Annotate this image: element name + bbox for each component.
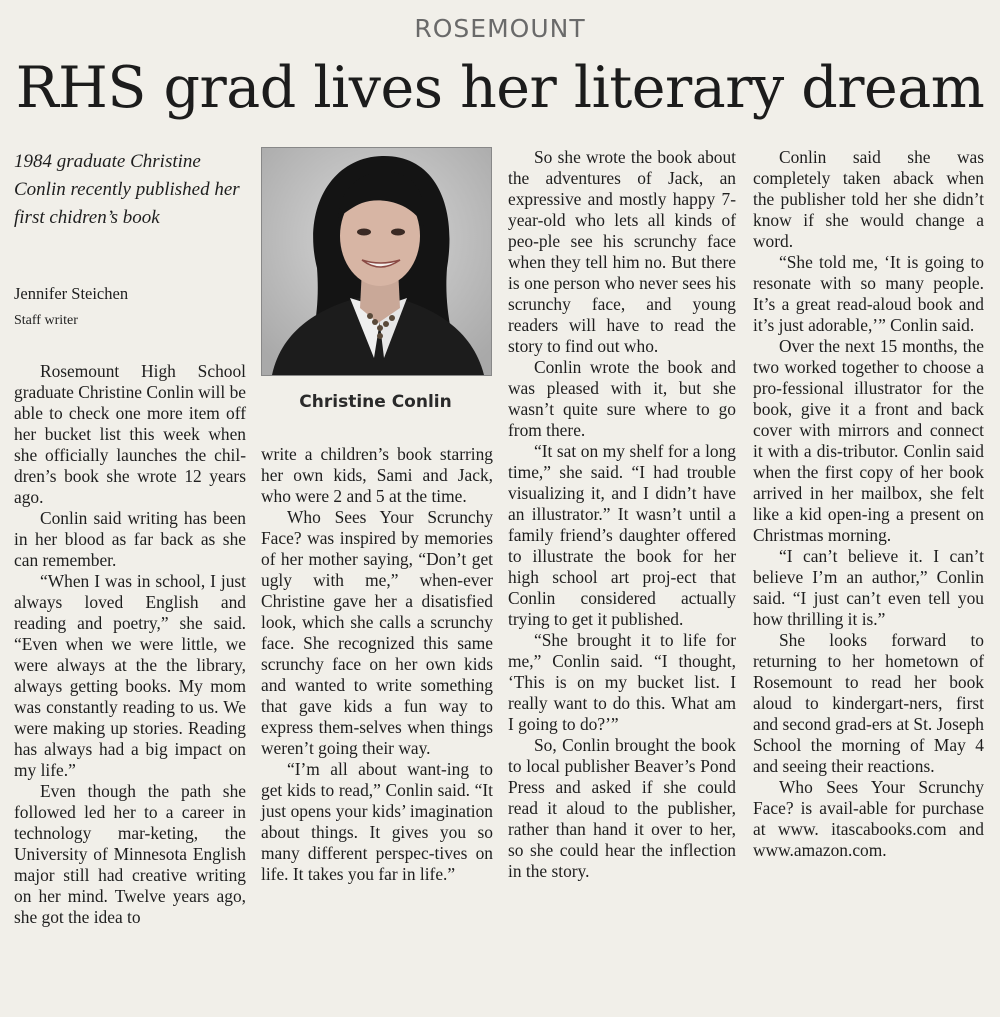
paragraph: Rosemount High School graduate Christine Conlin will be able to check one more item off her bucket list this week when she officially launches the chil-dren’s book she wrote 12 years ago. <box>14 361 246 507</box>
paragraph: Conlin wrote the book and was pleased with it, but she wasn’t quite sure where to go from there. <box>508 357 736 440</box>
paragraph: Who Sees Your Scrunchy Face? is avail-able for purchase at www. itascabooks.com and www.amazon.com. <box>753 777 984 860</box>
paragraph: So she wrote the book about the adventures of Jack, an expressive and mostly happy 7-year-old who lets all kinds of peo-ple see his scrunchy face when they tell him no. But there is one person who never sees his scrunchy face, and young readers will have to read the story to find out who. <box>508 147 736 356</box>
byline-author: Jennifer Steichen <box>14 284 129 303</box>
paragraph: Over the next 15 months, the two worked together to choose a pro-fessional illustrator for the book, give it a front and back cover with mirrors and connect it with a dis-tributor. Conlin said when the first copy of her book arrived in her mailbox, she felt like a kid open-ing a present on Christmas morning. <box>753 336 984 545</box>
paragraph: “When I was in school, I just always loved English and reading and poetry,” she said. “Even when we were little, we were always at the the library, always getting books. My mom was constantly reading to us. We were making up stories. Reading has always had a big impact on my life.” <box>14 571 246 780</box>
paragraph: “I can’t believe it. I can’t believe I’m an author,” Conlin said. “I just can’t even tell you how thrilling it is.” <box>753 546 984 629</box>
paragraph: Conlin said writing has been in her blood as far back as she can remember. <box>14 508 246 570</box>
paragraph: “She told me, ‘It is going to resonate with so many people. It’s a great read-aloud book and it’s just adorable,’” Conlin said. <box>753 252 984 335</box>
article-column-3 <box>508 147 736 882</box>
paragraph: Even though the path she followed led her to a career in technology mar-keting, the University of Minnesota English major still had creative writing on her mind. Twelve years ago, she got the idea to <box>14 781 246 927</box>
article-column-4 <box>753 147 984 861</box>
portrait-photo <box>261 147 492 376</box>
paragraph: “I’m all about want-ing to get kids to read,” Conlin said. “It just opens your kids’ imagination about things. It gives you so many different perspec-tives on life. It takes you far in life.” <box>261 759 493 884</box>
paragraph: So, Conlin brought the book to local publisher Beaver’s Pond Press and asked if she could read it aloud to the publisher, rather than hand it over to her, so she could hear the inflection in the story. <box>508 735 736 881</box>
article-column-2 <box>261 444 493 885</box>
article-column-1 <box>14 361 246 928</box>
paragraph: She looks forward to returning to her hometown of Rosemount to read her book aloud to kindergart-ners, first and second grad-ers at St. Joseph School the morning of May 4 and seeing their reactions. <box>753 630 984 776</box>
paragraph: Who Sees Your Scrunchy Face? was inspired by memories of her mother saying, “Don’t get ugly with me,” when-ever Christine gave her a disatisfied look, which she calls a scrunchy face. She recognized this same scrunchy face on her own kids and wanted to write something that gave kids a fun way to express them-selves when things weren’t going their way. <box>261 507 493 758</box>
headline: RHS grad lives her literary dream <box>15 55 985 121</box>
deck-subheadline: 1984 graduate Christine Conlin recently published her first chidren’s book <box>14 151 240 228</box>
photo-caption: Christine Conlin <box>299 392 452 412</box>
portrait-illustration <box>262 148 491 375</box>
section-label: ROSEMOUNT <box>414 14 586 43</box>
paragraph: Conlin said she was completely taken aback when the publisher told her she didn’t know if she would change a word. <box>753 147 984 251</box>
paragraph: “It sat on my shelf for a long time,” she said. “I had trouble visualizing it, and I didn’t have an illustrator.” It wasn’t until a family friend’s daughter offered to illustrate the book for her high school art proj-ect that Conlin considered actually trying to get it published. <box>508 441 736 629</box>
paragraph: write a children’s book starring her own kids, Sami and Jack, who were 2 and 5 at the time. <box>261 444 493 506</box>
paragraph: “She brought it to life for me,” Conlin said. “I thought, ‘This is on my bucket list. I really want to do this. What am I going to do?’” <box>508 630 736 734</box>
byline-role: Staff writer <box>14 313 78 328</box>
